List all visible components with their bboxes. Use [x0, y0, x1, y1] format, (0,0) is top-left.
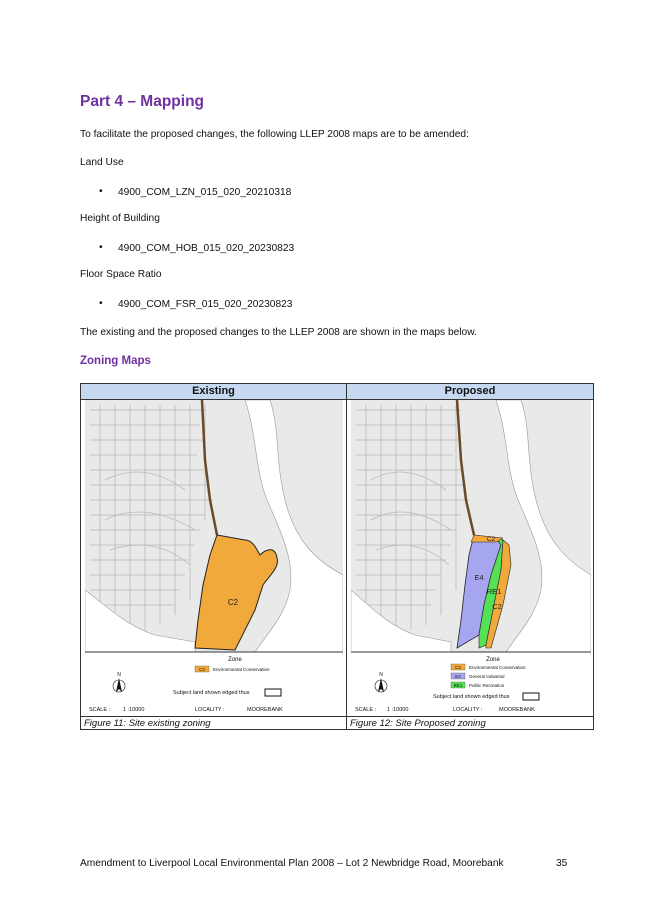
- page-title: Part 4 – Mapping: [80, 93, 205, 110]
- proposed-zoning-map: [351, 400, 591, 716]
- scale-label: SCALE :: [355, 707, 377, 713]
- scale-value: 1 :10000: [123, 707, 145, 713]
- locality-value: MOOREBANK: [499, 707, 535, 713]
- legend-label: Environmental Conservation: [469, 665, 526, 670]
- locality-label: LOCALITY :: [453, 707, 483, 713]
- legend-label: Environmental Conservation: [213, 667, 270, 672]
- legend-title: Zone: [486, 657, 500, 663]
- subject-land-swatch: [523, 693, 539, 700]
- subject-land-text: Subject land shown edged thus: [433, 694, 510, 700]
- subject-land-text: Subject land shown edged thus: [173, 690, 250, 696]
- figure-12-caption: Figure 12: Site Proposed zoning: [350, 718, 486, 729]
- zone-label-c2: C2: [227, 598, 239, 607]
- legend-label: Public Recreation: [469, 683, 505, 688]
- intro-paragraph: To facilitate the proposed changes, the following LLEP 2008 maps are to be amended:: [80, 129, 469, 140]
- north-arrow-icon: [375, 672, 387, 692]
- summary-paragraph: The existing and the proposed changes to the LLEP 2008 are shown in the maps below.: [80, 327, 477, 338]
- locality-value: MOOREBANK: [247, 707, 283, 713]
- map-reference-land-use: 4900_COM_LZN_015_020_20210318: [118, 187, 292, 198]
- map-reference-fsr: 4900_COM_FSR_015_020_20230823: [118, 299, 293, 310]
- zone-label-c2-south: C2: [492, 602, 502, 611]
- section-label-land-use: Land Use: [80, 157, 124, 168]
- zone-label-c2-north: C2: [486, 536, 496, 543]
- svg-text:N: N: [117, 672, 121, 678]
- bullet-marker: •: [99, 242, 103, 253]
- section-label-height: Height of Building: [80, 213, 160, 224]
- map-reference-height: 4900_COM_HOB_015_020_20230823: [118, 243, 295, 254]
- legend-title: Zone: [228, 657, 242, 663]
- legend-label: General Industrial: [469, 674, 505, 679]
- existing-column-header: Existing: [81, 384, 346, 400]
- subject-land-swatch: [265, 689, 281, 696]
- legend-code: C2: [455, 665, 461, 670]
- legend-code: RE1: [453, 683, 463, 688]
- bullet-marker: •: [99, 298, 103, 309]
- page-number: 35: [556, 858, 568, 869]
- footer-document-title: Amendment to Liverpool Local Environmental Plan 2008 – Lot 2 Newbridge Road, Moorebank: [80, 858, 504, 869]
- zoning-maps-heading: Zoning Maps: [80, 355, 151, 367]
- zone-label-re1: RE1: [486, 587, 502, 596]
- scale-label: SCALE :: [89, 707, 111, 713]
- legend-code: C2: [199, 667, 205, 672]
- north-arrow-icon: [113, 672, 125, 692]
- zone-label-e4: E4: [474, 573, 484, 582]
- svg-text:N: N: [379, 672, 383, 678]
- zoning-maps-table: [80, 383, 594, 730]
- section-label-fsr: Floor Space Ratio: [80, 269, 162, 280]
- column-divider: [346, 384, 347, 729]
- figure-11-caption: Figure 11: Site existing zoning: [84, 718, 211, 729]
- proposed-column-header: Proposed: [347, 384, 593, 400]
- locality-label: LOCALITY :: [195, 707, 225, 713]
- bullet-marker: •: [99, 186, 103, 197]
- legend-code: E4: [455, 674, 461, 679]
- existing-zoning-map: [85, 400, 345, 716]
- scale-value: 1 :10000: [387, 707, 409, 713]
- caption-divider: [81, 716, 593, 717]
